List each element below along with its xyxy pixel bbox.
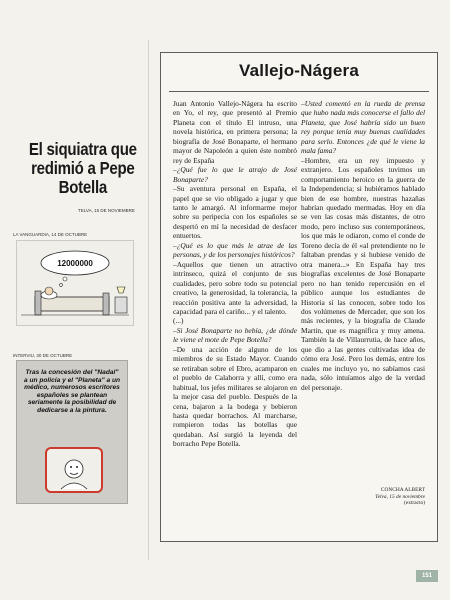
article-title: Vallejo-Nágera [239, 61, 359, 80]
page-number: 151 [416, 570, 438, 582]
bedroom-illustration [17, 241, 133, 325]
title-rule [169, 91, 429, 92]
clipping-headline: El siquiatra que redimió a Pepe Botella [28, 139, 137, 197]
cartoon-interviu [16, 360, 128, 504]
article-paragraph: –¿Qué fue lo que le atrajo de José Bonaparte? [173, 165, 297, 184]
signature-note: (extracto) [404, 500, 425, 507]
article-column-left [173, 99, 297, 449]
signature-name: CONCHA ALBERT [380, 487, 425, 493]
article-paragraph: –Si José Bonaparte no bebía, ¿de dónde le viene el mote de Pepe Botella? [173, 325, 297, 345]
article-column-right [301, 99, 425, 392]
article-paragraph: –Aquellos que tienen un atractivo intrínseco, quizá el conjunto de sus cualidades, pero sobre todo su potencial creativo, la generosidad, la tolerancia, la reacción positiva ante la adversidad, la capacidad para el cariño... y el talento. [173, 259, 297, 316]
article-paragraph: –Usted comentó en la rueda de prensa que hubo nada más conocerse el fallo del Planeta, que José habría sido un buen rey porque tenía muy buenas cualidades para serlo. Entonces ¿de qué le viene la mala fama? [301, 99, 425, 156]
article-paragraph: Juan Antonio Vallejo-Nágera ha escrito en Yo, el rey, que presentó al Premio Planeta con el título El intruso, una novela histórica, en primera persona; la biografía de José Bonaparte, el hermano mayor de Napoleón a quien éste nombró rey de España [173, 99, 297, 165]
article-box [160, 52, 438, 542]
thought-bubble-number: 12000000 [57, 259, 93, 268]
article-paragraph: –Hombre, era un rey impuesto y extranjero. Los españoles tuvimos un comportamiento heroico en la guerra de la Independencia; si hubiéramos hablado bien de ese hombre, nuestras hazañas habrían quedado mermadas. Hoy en día se ven las cosas más distantes, de otro modo, pero incluso sus contemporáneos, los que más le odiaron, como el conde de Toreno decía de él «al pretendiente no le faltaban prendas y si hubiese venido de otra manera...» En España hay tres biografías excelentes de José Bonaparte pero no han tenido repercusión en el público aunque los estudiantes de Historia sí las conocen, sobre todo los dos volúmenes de Mercader, que son los más recientes, y la biografía de Claude Martin, que es magnífica y muy amena. También la de Villaurrutia, de hace años, que dio a las gentes cultivadas idea de cómo era José. Pero los demás, entre los cuales me incluyo yo, no sabíamos casi nada, sólo intuíamos algo de la verdad del personaje. [301, 155, 425, 392]
tv-frame-illustration [45, 447, 103, 493]
article-paragraph: –Su aventura personal en España, el papel que se vio obligado a jugar y que tanto le amargó. Al informarme mejor sobre su peripecia con los españoles se despertó en mí la necesidad de desfacer entuertos. [173, 184, 297, 241]
clipping-source-telva: TELVA, 15 DE NOVIEMBRE [78, 208, 135, 213]
clipping-source-interviu: INTERVIU, 30 DE OCTUBRE [13, 353, 73, 358]
clipping-source-vanguardia: LA VANGUARDIA, 14 DE OCTUBRE [13, 232, 88, 237]
article-paragraph: –¿Qué es lo que más le atrae de las personas, y de los personajes históricos? [173, 240, 297, 260]
article-paragraph: –De una acción de alguno de los miembros de su Estado Mayor. Cuando se retiraban sobre el Ebro, acamparon en el pueblo de Calahorra y allí, como era habitual, los jefes militares se alojaron en la mejor casa del pueblo. Después de la cena, bajaron a la bodega y bebieron hasta quedar borrachos. Al marcharse, rompieron todas las botellas que quedaban. Así surgió la leyenda del borracho Pepe Botella. [173, 344, 297, 449]
signature-source: Telva, 15 de noviembre [375, 493, 425, 500]
article-signature [305, 487, 425, 507]
face-icon [47, 449, 101, 491]
column-divider [148, 40, 149, 560]
cartoon-caption: Tras la concesión del "Nadal" a un policía y el "Planeta" a un médico, numerosos escritores españoles se plantean seriamente la posibilidad de dedicarse a la pintura. [23, 369, 121, 414]
article-paragraph: (...) [173, 316, 184, 326]
cartoon-vanguardia [16, 240, 134, 326]
